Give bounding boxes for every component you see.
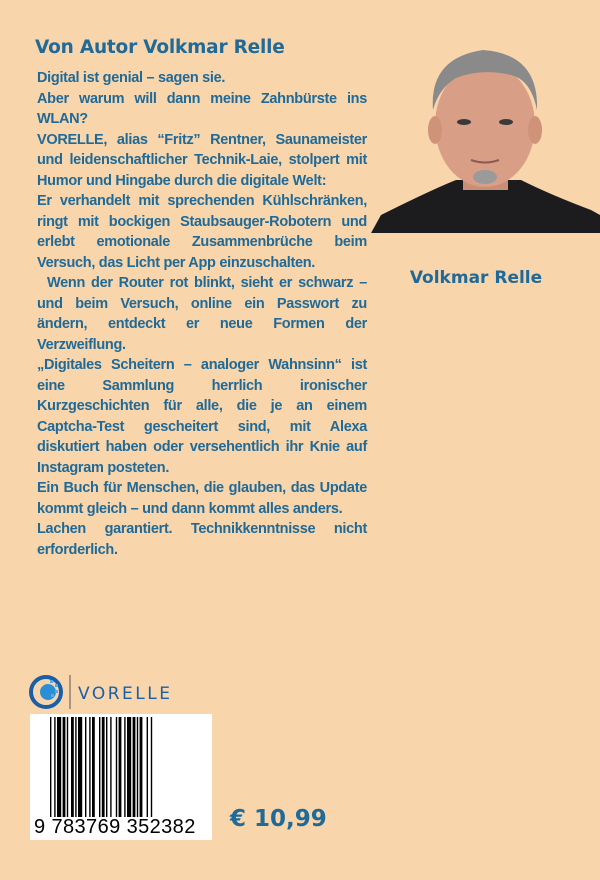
barcode-bar xyxy=(50,717,51,817)
barcode-bar xyxy=(106,717,107,817)
blurb-text xyxy=(37,68,367,560)
barcode-bar xyxy=(99,717,100,817)
barcode-bar xyxy=(78,717,82,817)
barcode-bar xyxy=(92,717,95,817)
barcode-bar xyxy=(71,717,74,817)
barcode-bar xyxy=(119,717,122,817)
barcode-bar xyxy=(133,717,136,817)
author-name: Volkmar Relle xyxy=(409,268,543,288)
blurb-paragraph: Aber warum will dann meine Zahnbürste ins WLAN? xyxy=(37,90,367,127)
isbn-number: 9 783769 352382 xyxy=(34,816,196,838)
barcode-bar xyxy=(57,717,61,817)
barcode-bar xyxy=(89,717,90,817)
author-heading: Von Autor Volkmar Relle xyxy=(35,37,285,58)
blurb-paragraph: VORELLE, alias “Fritz” Rentner, Saunameister und leidenschaftlicher Technik-Laie, stolpert mit Humor und Hingabe durch die digitale Welt: xyxy=(37,131,367,189)
barcode-bar xyxy=(67,717,68,817)
barcode-bar xyxy=(140,717,143,817)
price: € 10,99 xyxy=(230,806,327,832)
publisher-logo xyxy=(28,672,218,712)
barcode-bar xyxy=(102,717,105,817)
barcode-bar xyxy=(137,717,138,817)
isbn-barcode xyxy=(30,714,212,840)
author-photo xyxy=(371,30,600,233)
barcode-bar xyxy=(124,717,125,817)
barcode-bar xyxy=(85,717,86,817)
blurb-paragraph: „Digitales Scheitern – analoger Wahnsinn“ ist eine Sammlung herrlich ironischer Kurzgeschichten für alle, die je an einem Captcha-Test gescheitert sind, mit Alexa diskutiert haben oder versehentlich ihr Knie auf Instagram posteten. xyxy=(37,357,367,476)
barcode-bar xyxy=(127,717,131,817)
barcode-bar xyxy=(147,717,148,817)
blurb-paragraph: Ein Buch für Menschen, die glauben, das Update kommt gleich – und dann kommt alles anders. xyxy=(37,480,367,517)
blurb-paragraph: Er verhandelt mit sprechenden Kühlschränken, ringt mit bockigen Staubsauger-Robotern und erlebt emotionale Zusammenbrüche beim Versuch, das Licht per App einzuschalten. xyxy=(37,193,367,271)
publisher-name: VORELLE xyxy=(78,684,173,704)
barcode-bar xyxy=(110,717,111,817)
barcode-bar xyxy=(75,717,76,817)
barcode-bar xyxy=(116,717,117,817)
blurb-paragraph: Wenn der Router rot blinkt, sieht er schwarz – und beim Versuch, online ein Passwort zu ändern, entdeckt er neue Formen der Verzweiflung. xyxy=(37,275,367,353)
barcode-bar xyxy=(63,717,66,817)
blurb-paragraph: Digital ist genial – sagen sie. xyxy=(37,70,226,86)
blurb-paragraph: Lachen garantiert. Technikkenntnisse nicht erforderlich. xyxy=(37,521,367,558)
barcode-bar xyxy=(54,717,55,817)
barcode-bar xyxy=(151,717,152,817)
